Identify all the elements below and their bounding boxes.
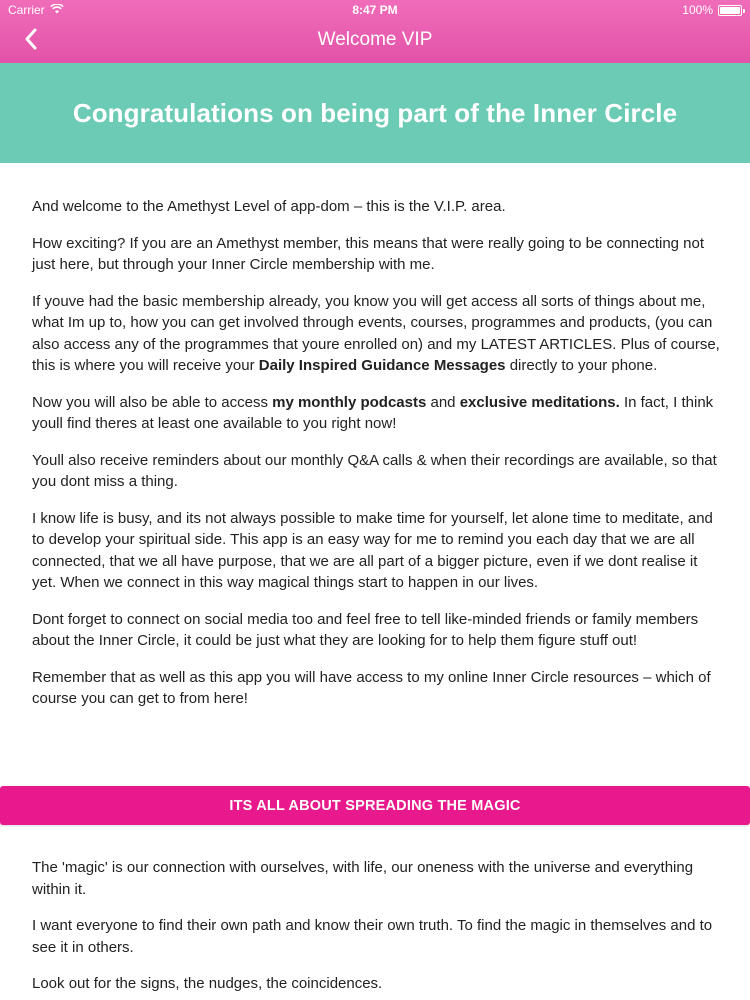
intro-paragraph-8: Remember that as well as this app you will have access to my online Inner Circle resources – which of course you can get to from here! <box>32 668 711 707</box>
p4-bold-podcasts: my monthly podcasts <box>272 393 427 411</box>
p3-bold-guidance: Daily Inspired Guidance Messages <box>258 357 506 374</box>
intro-paragraph-2: How exciting? If you are an Amethyst member, this means that were really going to be connecting not just here, but through your Inner Circle membership with me. <box>32 234 705 273</box>
status-time: 8:47 PM <box>352 3 398 17</box>
intro-paragraph-1: And welcome to the Amethyst Level of app-dom – this is the V.I.P. area. <box>32 198 506 215</box>
intro-paragraph-4 <box>32 392 722 435</box>
intro-paragraph-6: I know life is busy, and its not always possible to make time for yourself, let alone time to meditate, and to develop your spiritual side. This app is an easy way for me to remind you each day that we are all connected, that we all have purpose, that we are all part of a bigger picture, even if we dont realise it yet. When we connect in this way magical things start to happen in our lives. <box>32 509 713 591</box>
battery-icon <box>718 5 742 16</box>
p3-text-c: directly to your phone. <box>505 357 658 374</box>
magic-content <box>32 857 722 1000</box>
magic-paragraph-2: I want everyone to find their own path and know their own truth. To find the magic in themselves and to see it in others. <box>32 917 713 956</box>
intro-paragraph-3 <box>32 291 722 377</box>
p4-text-e: In fact, I think youll find theres at least one available to you right now! <box>32 393 714 432</box>
p4-text-c: and <box>426 393 460 411</box>
magic-paragraph-3: Look out for the signs, the nudges, the coincidences. <box>32 975 383 992</box>
hero-banner <box>0 63 750 163</box>
intro-paragraph-5: Youll also receive reminders about our monthly Q&A calls & when their recordings are available, so that you dont miss a thing. <box>32 451 717 490</box>
magic-section-heading-button[interactable] <box>0 786 750 825</box>
magic-section-heading: ITS ALL ABOUT SPREADING THE MAGIC <box>229 797 521 814</box>
p3-text-a: If youve had the basic membership already, you know you will get access all sorts of things about me, what Im up to, how you can get involved through events, courses, programmes and products, (you can also access any of the programmes that youre enrolled on) and my LATEST ARTICLES. Plus of course, this is where you will receive your <box>32 292 720 374</box>
hero-title: Congratulations on being part of the Inner Circle <box>72 97 678 128</box>
carrier-label: Carrier <box>8 3 45 17</box>
intro-paragraph-7: Dont forget to connect on social media too and feel free to tell like-minded friends or family members about the Inner Circle, it could be just what they are looking for to help them figure stuff out! <box>32 610 699 649</box>
magic-paragraph-1: The 'magic' is our connection with ourselves, with life, our oneness with the universe and everything within it. <box>32 859 694 898</box>
navigation-bar <box>0 20 750 63</box>
p4-text-a: Now you will also be able to access <box>32 393 273 411</box>
status-bar <box>0 0 750 20</box>
top-bar <box>0 0 750 63</box>
p4-bold-meditations: exclusive meditations. <box>459 393 620 411</box>
battery-group <box>682 3 742 17</box>
battery-label: 100% <box>682 3 713 17</box>
nav-title: Welcome VIP <box>317 29 433 50</box>
intro-content <box>32 196 722 725</box>
